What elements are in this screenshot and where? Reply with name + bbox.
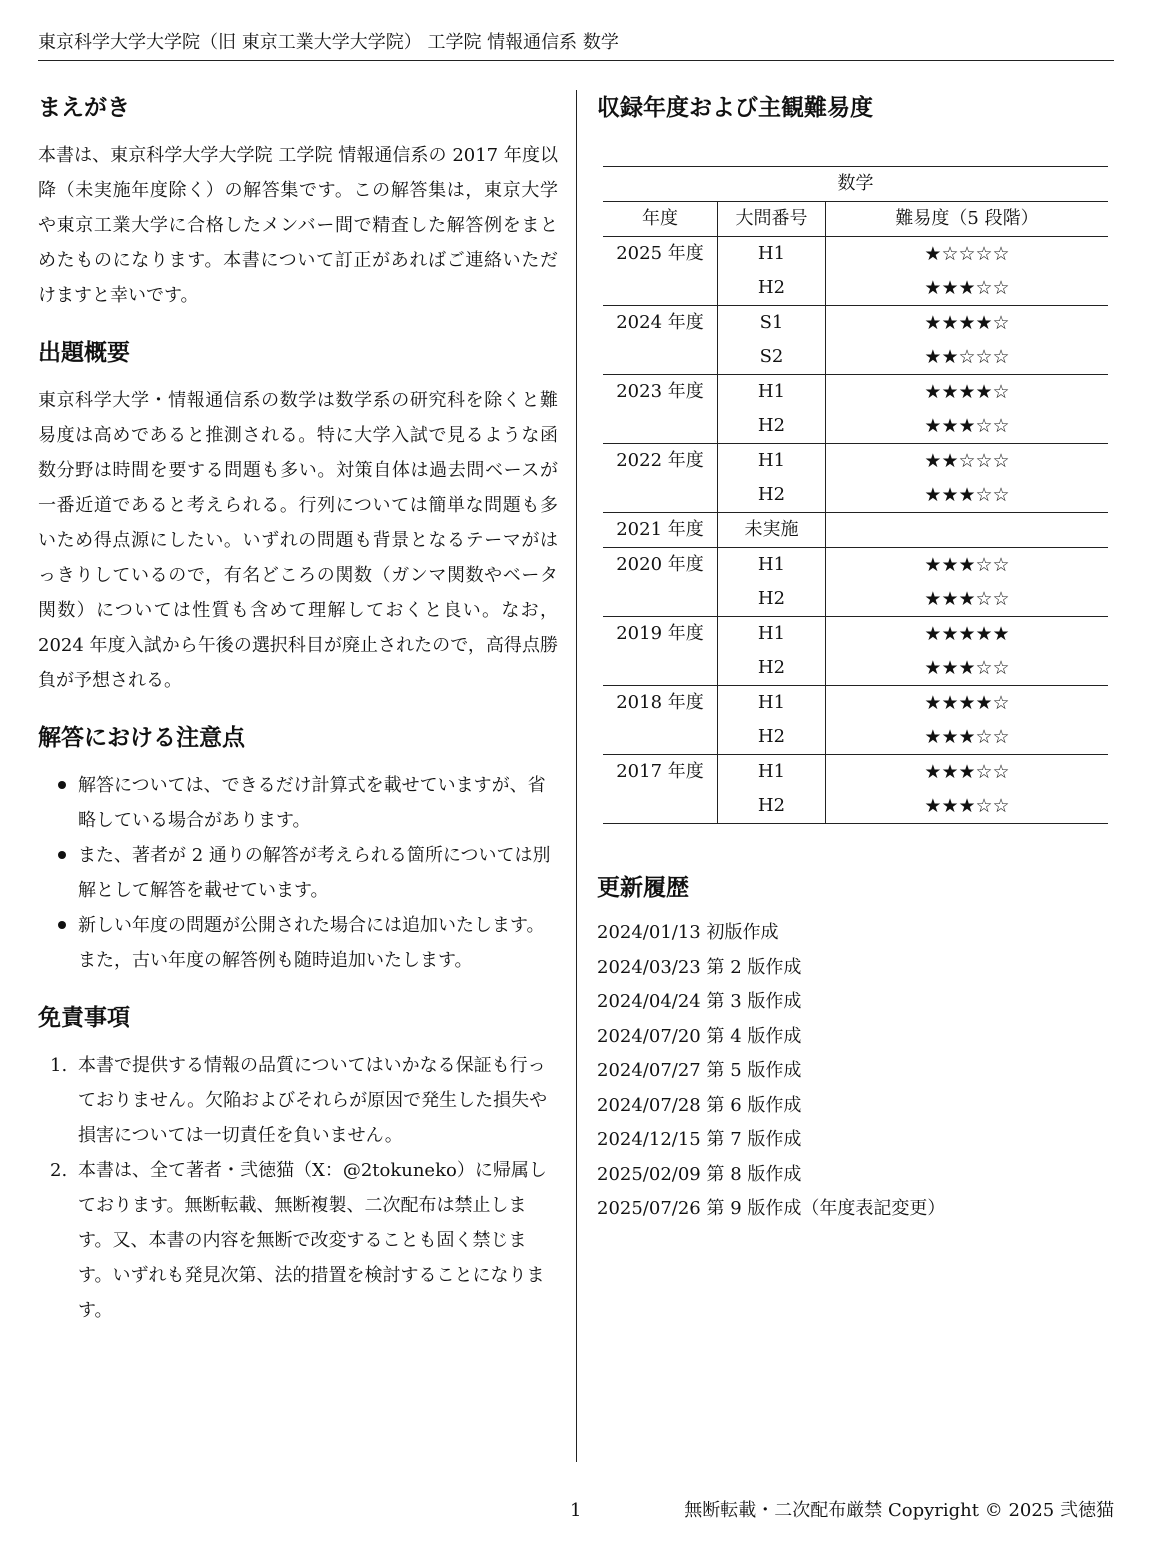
history-item: 2025/02/09 第 8 版作成 (597, 1163, 802, 1185)
overview-text: 東京科学大学・情報通信系の数学は数学系の研究科を除くと難易度は高めであると推測される。特に大学入試で見るような函数分野は時間を要する問題も多い。対策自体は過去問ベースが一番近道であると考えられる。行列については簡単な問題も多いため得点源にしたい。いずれの問題も背景となるテーマがはっきりしているので，有名どころの関数（ガンマ関数やベータ関数）については性質も含めて理解しておくと良い。なお，2024 年度入試から午後の選択科目が廃止されたので，高得点勝負が予想される。 (38, 390, 558, 691)
difficulty-stars: ★★★☆☆ (826, 478, 1109, 513)
question-cell: H1 (718, 617, 826, 652)
question-cell: S1 (718, 306, 826, 341)
difficulty-stars: ★☆☆☆☆ (924, 243, 1010, 265)
column-header-year: 年度 (603, 202, 718, 237)
difficulty-stars: ★★★☆☆ (826, 789, 1109, 824)
right-column (597, 90, 1114, 1227)
history-item: 2024/07/28 第 6 版作成 (597, 1094, 802, 1116)
difficulty-stars: ★★★☆☆ (826, 720, 1109, 755)
history-list (597, 916, 1114, 1227)
page-number: 1 (570, 1500, 582, 1521)
page-header (38, 30, 1114, 61)
question-cell: H1 (718, 686, 826, 721)
question-cell: H1 (718, 444, 826, 479)
notes-list (38, 768, 558, 978)
difficulty-stars: ★★★★☆ (924, 692, 1010, 714)
year-cell: 2018 年度 (603, 686, 718, 755)
disclaimer-section (38, 1000, 558, 1328)
list-item: 解答については、できるだけ計算式を載せていますが、省略している場合があります。 (38, 768, 558, 838)
question-cell: H2 (718, 409, 826, 444)
disclaimer-list (38, 1048, 558, 1328)
difficulty-stars: ★★★☆☆ (924, 554, 1010, 576)
list-item (38, 1048, 558, 1153)
history-item: 2024/04/24 第 3 版作成 (597, 991, 802, 1012)
column-divider (576, 90, 577, 1462)
list-item-text: 本書で提供する情報の品質についてはいかなる保証も行っておりません。欠陥およびそれらが原因で発生した損失や損害については一切責任を負いません。 (78, 1055, 548, 1146)
difficulty-stars (826, 513, 1109, 548)
table-row (603, 686, 1108, 721)
list-item: 新しい年度の問題が公開された場合には追加いたします。また，古い年度の解答例も随時追加いたします。 (38, 908, 558, 978)
table-title: 数学 (603, 167, 1108, 202)
list-item: また、著者が 2 通りの解答が考えられる箇所については別解として解答を載せています。 (38, 838, 558, 908)
list-item (38, 1153, 558, 1328)
column-header-difficulty: 難易度（5 段階） (826, 202, 1109, 237)
table-row (603, 617, 1108, 652)
table-row (603, 306, 1108, 341)
difficulty-stars: ★★★★★ (924, 623, 1010, 645)
year-cell: 2025 年度 (603, 237, 718, 306)
difficulty-table (603, 166, 1108, 824)
history-heading: 更新履歴 (597, 875, 689, 901)
question-cell: 未実施 (718, 513, 826, 548)
year-cell: 2019 年度 (603, 617, 718, 686)
column-header-question: 大問番号 (718, 202, 826, 237)
difficulty-stars: ★★★☆☆ (924, 761, 1010, 783)
history-item: 2024/07/27 第 5 版作成 (597, 1060, 802, 1081)
difficulty-stars: ★★★★☆ (924, 312, 1010, 334)
history-item: 2024/01/13 初版作成 (597, 922, 779, 943)
year-cell: 2020 年度 (603, 548, 718, 617)
left-column (38, 90, 558, 1328)
preface-heading: まえがき (38, 95, 130, 121)
disclaimer-heading: 免責事項 (38, 1005, 130, 1031)
year-cell: 2017 年度 (603, 755, 718, 824)
question-cell: H2 (718, 651, 826, 686)
question-cell: H2 (718, 720, 826, 755)
question-cell: H2 (718, 478, 826, 513)
list-item-text: 本書は、全て著者・弐徳猫（X：@2tokuneko）に帰属しております。無断転載、無断複製、二次配布は禁止します。又、本書の内容を無断で改変することも固く禁じます。いずれも発見次第、法的措置を検討することになります。 (78, 1160, 547, 1321)
preface-text: 本書は、東京科学大学大学院 工学院 情報通信系の 2017 年度以降（未実施年度除く）の解答集です。この解答集は，東京大学や東京工業大学に合格したメンバー間で精査した解答例をまとめたものになります。本書について訂正があればご連絡いただけますと幸いです。 (38, 145, 558, 306)
table-row (603, 237, 1108, 272)
table-row (603, 444, 1108, 479)
year-cell: 2023 年度 (603, 375, 718, 444)
difficulty-stars: ★★☆☆☆ (924, 450, 1010, 472)
question-cell: H1 (718, 237, 826, 272)
difficulty-stars: ★★☆☆☆ (826, 340, 1109, 375)
copyright-notice: 無断転載・二次配布厳禁 Copyright © 2025 弐徳猫 (684, 1500, 1114, 1521)
difficulty-stars: ★★★☆☆ (826, 582, 1109, 617)
year-cell: 2021 年度 (603, 513, 718, 548)
table-row (603, 513, 1108, 548)
history-item: 2024/12/15 第 7 版作成 (597, 1129, 802, 1150)
year-cell: 2024 年度 (603, 306, 718, 375)
notes-heading: 解答における注意点 (38, 725, 245, 751)
difficulty-stars: ★★★☆☆ (826, 409, 1109, 444)
difficulty-heading: 収録年度および主観難易度 (597, 95, 873, 121)
question-cell: H2 (718, 582, 826, 617)
list-number: 2. (50, 1160, 68, 1181)
question-cell: H2 (718, 789, 826, 824)
difficulty-stars: ★★★☆☆ (826, 651, 1109, 686)
difficulty-stars: ★★★★☆ (924, 381, 1010, 403)
notes-section (38, 720, 558, 978)
preface-section (38, 90, 558, 313)
header-title: 東京科学大学大学院（旧 東京工業大学大学院） 工学院 情報通信系 数学 (38, 32, 619, 53)
year-cell: 2022 年度 (603, 444, 718, 513)
question-cell: H1 (718, 375, 826, 410)
difficulty-stars: ★★★☆☆ (826, 271, 1109, 306)
table-row (603, 375, 1108, 410)
overview-heading: 出題概要 (38, 340, 130, 366)
history-item: 2025/07/26 第 9 版作成（年度表記変更） (597, 1198, 946, 1219)
history-item: 2024/07/20 第 4 版作成 (597, 1025, 802, 1047)
question-cell: S2 (718, 340, 826, 375)
question-cell: H1 (718, 548, 826, 583)
table-row (603, 755, 1108, 790)
overview-section (38, 335, 558, 698)
table-row (603, 548, 1108, 583)
difficulty-table-body (603, 237, 1108, 824)
question-cell: H1 (718, 755, 826, 790)
history-item: 2024/03/23 第 2 版作成 (597, 956, 802, 978)
question-cell: H2 (718, 271, 826, 306)
list-number: 1. (50, 1055, 68, 1076)
